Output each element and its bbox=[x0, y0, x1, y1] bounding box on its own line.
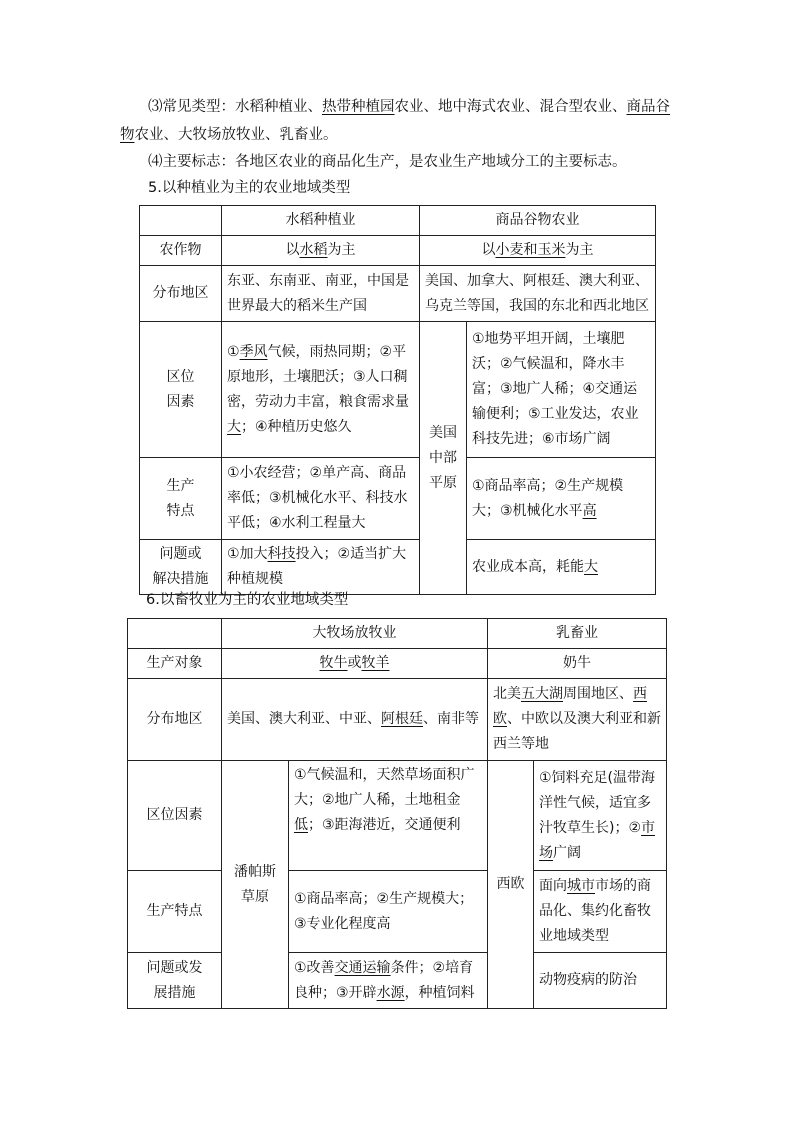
table-row bbox=[140, 322, 656, 458]
text: 、南非等 bbox=[423, 711, 479, 727]
underlined-term: 牧牛 bbox=[319, 655, 348, 671]
row-label-measures: 问题或 解决措施 bbox=[140, 540, 222, 595]
underlined-term: 低 bbox=[294, 817, 308, 833]
text: 美国、澳大利亚、中亚、 bbox=[227, 711, 381, 727]
underlined-term: 高 bbox=[582, 502, 597, 519]
col-header-grain: 商品谷物农业 bbox=[420, 206, 656, 236]
table-row bbox=[128, 953, 667, 1009]
row-label-factors: 区位 因素 bbox=[140, 322, 222, 458]
underlined-term: 五大湖 bbox=[521, 686, 563, 702]
measures-ranch bbox=[289, 953, 488, 1009]
underlined-term: 牧羊 bbox=[361, 655, 390, 671]
text: ①商品率高；②生产规模大；③机械化水平 bbox=[472, 477, 624, 519]
table-row bbox=[140, 458, 656, 540]
text: 面向 bbox=[539, 878, 567, 894]
intro-paragraph-sign: ⑷主要标志：各地区农业的商品化生产，是农业生产地域分工的主要标志。 bbox=[148, 154, 627, 170]
col-header-rice: 水稻种植业 bbox=[222, 206, 420, 236]
table-livestock-types bbox=[127, 618, 667, 1009]
underlined-term: 市场 bbox=[539, 819, 656, 861]
text: 广阔 bbox=[553, 844, 581, 861]
table-row bbox=[140, 206, 656, 236]
text: ；③距海港近，交通便利 bbox=[308, 817, 461, 833]
underlined-term: 热带种植园 bbox=[322, 99, 395, 115]
row-label-distribution: 分布地区 bbox=[128, 679, 222, 761]
table-row bbox=[140, 266, 656, 322]
measures-grain bbox=[467, 540, 656, 595]
row-label-features: 生产特点 bbox=[128, 871, 222, 953]
underlined-term: 城市 bbox=[567, 878, 595, 894]
object-dairy: 奶牛 bbox=[488, 649, 667, 679]
factors-ranch bbox=[289, 761, 488, 871]
text: 周围地区、 bbox=[563, 686, 633, 702]
table-row bbox=[128, 761, 667, 871]
distribution-ranch bbox=[222, 679, 488, 761]
underlined-term: 水源 bbox=[376, 984, 405, 1001]
text: ①饲料充足(温带海洋性气候，适宜多汁牧草生长)；② bbox=[539, 769, 656, 836]
distribution-rice: 东亚、东南亚、南亚，中国是世界最大的稻米生产国 bbox=[222, 266, 420, 322]
text: 为主 bbox=[327, 242, 356, 258]
underlined-term: 阿根廷 bbox=[381, 711, 423, 727]
text: ，种植饲料 bbox=[404, 984, 475, 1001]
text: ⑶常见类型：水稻种植业、 bbox=[148, 99, 322, 115]
region-pampas: 潘帕斯 草原 bbox=[222, 761, 289, 1009]
factors-dairy bbox=[534, 761, 667, 871]
row-label-features: 生产 特点 bbox=[140, 458, 222, 540]
text: ；④种植历史悠久 bbox=[241, 418, 352, 435]
underlined-term: 季风 bbox=[239, 343, 268, 360]
text: ①改善 bbox=[294, 959, 335, 976]
row-label-distribution: 分布地区 bbox=[140, 266, 222, 322]
table-row bbox=[128, 679, 667, 761]
text: 或 bbox=[347, 655, 362, 671]
intro-paragraph-types bbox=[120, 93, 680, 149]
crop-rice bbox=[222, 236, 420, 266]
crop-grain bbox=[420, 236, 656, 266]
features-grain bbox=[467, 458, 656, 540]
section5-heading: 5.以种植业为主的农业地域类型 bbox=[148, 180, 351, 196]
col-header-ranch: 大牧场放牧业 bbox=[222, 619, 488, 649]
text: 为主 bbox=[565, 242, 594, 258]
text: 、中欧以及澳大利亚和新西兰等地 bbox=[493, 711, 661, 752]
text: ① bbox=[227, 343, 240, 360]
measures-rice bbox=[222, 540, 420, 595]
text: 市场的商品化、集约化畜牧业地域类型 bbox=[539, 878, 651, 944]
region-western-europe: 西欧 bbox=[488, 761, 534, 1009]
underlined-term: 西欧 bbox=[493, 686, 647, 727]
row-label-factors: 区位因素 bbox=[128, 761, 222, 871]
distribution-dairy bbox=[488, 679, 667, 761]
table-row bbox=[128, 871, 667, 953]
text: 农业、大牧场放牧业、乳畜业。 bbox=[134, 127, 338, 143]
factors-rice bbox=[222, 322, 420, 458]
distribution-grain: 美国、加拿大、阿根廷、澳大利亚、乌克兰等国，我国的东北和西北地区 bbox=[420, 266, 656, 322]
underlined-term: 科技 bbox=[267, 546, 296, 562]
text: 条件；②培育良种；③开辟 bbox=[294, 959, 474, 1001]
object-ranch bbox=[222, 649, 488, 679]
measures-dairy: 动物疫病的防治 bbox=[534, 953, 667, 1009]
table-planting-types bbox=[139, 205, 656, 595]
text: 北美 bbox=[493, 686, 521, 702]
text: 气候，雨热同期；②平原地形，土壤肥沃；③人口稠密，劳动力丰富，粮食需求量 bbox=[227, 343, 409, 410]
text: 农业成本高，耗能 bbox=[472, 558, 584, 575]
underlined-term: 商品谷物 bbox=[120, 99, 670, 143]
col-header-dairy: 乳畜业 bbox=[488, 619, 667, 649]
text: 以 bbox=[285, 242, 300, 258]
row-label-measures: 问题或发 展措施 bbox=[128, 953, 222, 1009]
region-us-central-plain: 美国 中部 平原 bbox=[420, 322, 467, 595]
underlined-term: 水稻 bbox=[299, 242, 328, 258]
empty-cell bbox=[140, 206, 222, 236]
section6-heading: 6.以畜牧业为主的农业地域类型 bbox=[146, 592, 349, 608]
table-row bbox=[128, 619, 667, 649]
row-label-crop: 农作物 bbox=[140, 236, 222, 266]
features-rice: ①小农经营；②单产高、商品率低；③机械化水平、科技水平低；④水利工程量大 bbox=[222, 458, 420, 540]
text: ①加大 bbox=[227, 546, 268, 562]
features-dairy bbox=[534, 871, 667, 953]
underlined-term: 交通运输 bbox=[334, 959, 391, 976]
table-row bbox=[140, 540, 656, 595]
features-ranch: ①商品率高；②生产规模大；③专业化程度高 bbox=[289, 871, 488, 953]
text: 以 bbox=[481, 242, 496, 258]
underlined-term: 大 bbox=[584, 558, 598, 575]
text: 投入；②适当扩大种植规模 bbox=[227, 546, 407, 587]
underlined-term: 大 bbox=[227, 418, 241, 435]
row-label-object: 生产对象 bbox=[128, 649, 222, 679]
factors-grain: ①地势平坦开阔，土壤肥沃；②气候温和，降水丰富；③地广人稀；④交通运输便利；⑤工业发达，农业科技先进；⑥市场广阔 bbox=[467, 322, 656, 458]
text: 农业、地中海式农业、混合型农业、 bbox=[394, 99, 627, 115]
empty-cell bbox=[128, 619, 222, 649]
table-row bbox=[140, 236, 656, 266]
underlined-term: 小麦和玉米 bbox=[495, 242, 566, 258]
text: ①气候温和，天然草场面积广大；②地广人稀，土地租金 bbox=[294, 767, 475, 808]
table-row bbox=[128, 649, 667, 679]
